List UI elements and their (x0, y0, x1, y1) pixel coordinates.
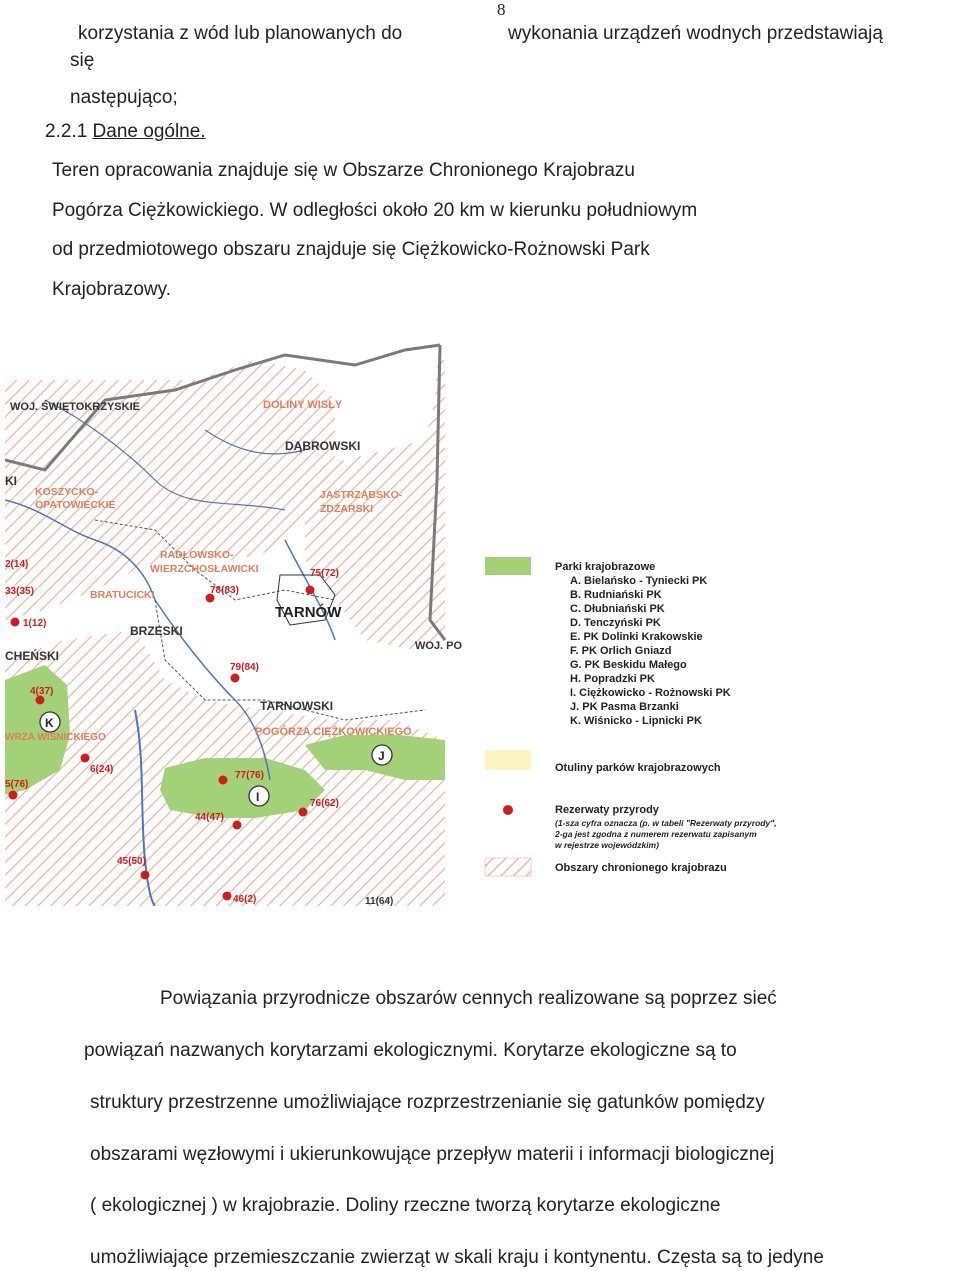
legend-rezerwaty-title: Rezerwaty przyrody (555, 804, 659, 816)
reserve-label: 11(64) (365, 896, 394, 906)
legend-park-item: C. Dłubniański PK (570, 603, 665, 615)
park-letter: J (378, 749, 385, 763)
reserve-dot (233, 821, 242, 830)
para1-line: Krajobrazowy. (52, 279, 171, 300)
legend-obszary: Obszary chronionego krajobrazu (555, 862, 727, 874)
legend-parks-title: Parki krajobrazowe (555, 561, 656, 573)
section-title: Dane ogólne. (92, 121, 206, 142)
legend-park-item: H. Popradzki PK (570, 673, 655, 685)
intro-line2: się (70, 50, 95, 71)
legend-park-item: K. Wiśnicko - Lipnicki PK (570, 715, 702, 727)
reserve-dot (231, 674, 240, 683)
legend-park-swatch (485, 557, 531, 575)
legend-park-item: E. PK Dolinki Krakowskie (570, 631, 703, 643)
legend-park-item: B. Rudniański PK (570, 589, 662, 601)
para1-line: Pogórza Ciężkowickiego. W odległości około 20 km w kierunku południowym (52, 200, 698, 221)
map-label: ŻDŻARSKI (320, 503, 374, 515)
map-label: JASTRZĄBSKO- (320, 489, 403, 501)
para2-line: powiązań nazwanych korytarzami ekologicznymi. Korytarze ekologiczne są to (84, 1040, 737, 1061)
legend-obszary-swatch (485, 858, 531, 876)
reserve-label: 46(2) (233, 894, 257, 905)
legend-park-item: F. PK Orlich Gniazd (570, 645, 672, 657)
map-label: WOJ. PO (415, 640, 463, 652)
map-label: KI (5, 474, 17, 488)
reserve-label: 2(14) (5, 559, 29, 570)
legend-rezerwaty-note: w rejestrze wojewódzkim) (555, 840, 659, 850)
legend-park-item: A. Bielańsko - Tyniecki PK (570, 575, 708, 587)
map-label: TARNÓW (275, 604, 342, 621)
reserve-dot (81, 754, 90, 763)
reserve-dot (9, 791, 18, 800)
reserve-dot (306, 586, 315, 595)
park-letter: I (256, 790, 260, 804)
para2-line: ( ekologicznej ) w krajobrazie. Doliny rzeczne tworzą korytarze ekologiczne (90, 1195, 721, 1216)
legend-park-item: J. PK Pasma Brzanki (570, 701, 679, 713)
reserve-label: 77(76) (235, 770, 264, 781)
map-label: WOJ. ŚWIĘTOKRZYSKIE (10, 401, 140, 413)
section-number: 2.2.1 (45, 121, 88, 142)
map-label: WRZA WIŚNICKIEGO (5, 732, 106, 743)
reserve-label: 6(24) (90, 764, 114, 775)
map-label: CHEŃSKI (5, 649, 60, 663)
reserve-dot (11, 618, 20, 627)
para2-line: struktury przestrzenne umożliwiające rozprzestrzenianie się gatunków pomiędzy (90, 1092, 765, 1113)
intro-line1-left: korzystania z wód lub planowanych do (78, 23, 403, 44)
para2-line: obszarami węzłowymi i ukierunkowujące przepływ materii i informacji biologicznej (90, 1144, 775, 1165)
reserve-label: 79(84) (230, 662, 259, 673)
reserve-label: 78(83) (210, 585, 239, 596)
legend-otulina-swatch (485, 750, 531, 770)
map-label: RADŁOWSKO- (160, 549, 234, 561)
legend-park-item: D. Tenczyński PK (570, 617, 661, 629)
reserve-label: 33(35) (5, 586, 34, 597)
legend-rezerwaty-note: 2-ga jest zgodna z numerem rezerwatu zapisanym (555, 829, 757, 839)
map-label: KOSZYCKO- (35, 486, 98, 498)
map-label: TARNOWSKI (260, 699, 334, 713)
map-label: DĄBROWSKI (285, 439, 361, 453)
reserve-dot (299, 808, 308, 817)
reserve-label: 45(50) (117, 856, 146, 867)
reserve-label: 5(76) (5, 779, 29, 790)
reserve-label: 75(72) (310, 568, 339, 579)
legend-rezerwaty-note: (1-sza cyfra oznacza (p. w tabeli "Rezerwaty przyrody", (555, 818, 777, 828)
reserve-label: 1(12) (23, 618, 47, 629)
reserve-dot (141, 871, 150, 880)
park-letter: K (45, 716, 54, 730)
intro-line3: następująco; (70, 87, 178, 108)
legend-reserve-swatch (503, 805, 513, 815)
map-label: BRATUCICKI (90, 589, 155, 601)
protected-areas-map (5, 340, 960, 906)
section-heading (45, 122, 206, 141)
reserve-label: 4(37) (30, 686, 54, 697)
reserve-label: 44(47) (195, 812, 224, 823)
legend-park-item: I. Ciężkowicko - Rożnowski PK (570, 687, 731, 699)
legend-park-item: G. PK Beskidu Małego (570, 659, 687, 671)
map-legend (485, 557, 777, 876)
page-number: 8 (497, 0, 506, 19)
reserve-dot (219, 776, 228, 785)
legend-otuliny: Otuliny parków krajobrazowych (555, 762, 721, 774)
map-label: DOLINY WISŁY (263, 399, 343, 411)
map-label: POGÓRZA CIĘŻKOWICKIEGO (255, 726, 412, 738)
para1-line: od przedmiotowego obszaru znajduje się Ciężkowicko-Rożnowski Park (52, 239, 650, 260)
para2-line: umożliwiające przemieszczanie zwierząt w skali kraju i kontynentu. Częsta są to jedyne (90, 1247, 824, 1268)
map-label: WIERZCHOSŁAWICKI (150, 563, 259, 575)
reserve-dot (223, 892, 232, 901)
map-label: BRZESKI (130, 624, 183, 638)
intro-line1-right: wykonania urządzeń wodnych przedstawiają (508, 23, 883, 44)
para1-line: Teren opracowania znajduje się w Obszarze Chronionego Krajobrazu (52, 160, 635, 181)
para2-line: Powiązania przyrodnicze obszarów cennych realizowane są poprzez sieć (160, 988, 777, 1009)
reserve-label: 76(62) (310, 798, 339, 809)
map-label: OPATOWIECKIE (35, 499, 116, 511)
